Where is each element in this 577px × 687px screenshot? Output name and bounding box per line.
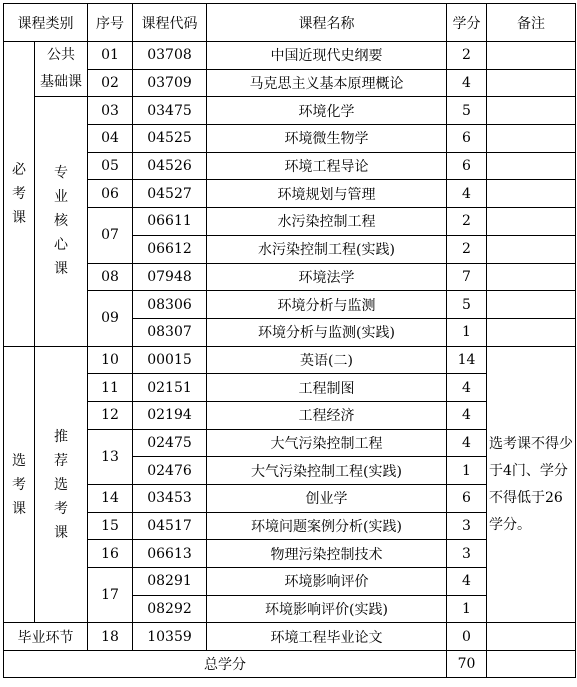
cell-seq: 01	[88, 42, 133, 70]
cell-credit: 2	[447, 208, 487, 236]
cell-credit: 6	[447, 125, 487, 153]
cell-name: 环境问题案例分析(实践)	[207, 512, 447, 540]
cell-code: 02476	[133, 457, 207, 485]
cell-name: 环境规划与管理	[207, 180, 447, 208]
table-row	[4, 42, 576, 70]
cell-seq: 10	[88, 346, 133, 374]
cell-code: 07948	[133, 263, 207, 291]
cell-name: 环境化学	[207, 97, 447, 125]
total-remark-cell	[487, 651, 576, 678]
group-public-basic: 公共 基础课	[35, 42, 88, 97]
cell-code: 02475	[133, 429, 207, 457]
table-row	[4, 263, 576, 291]
cell-remark	[487, 180, 576, 208]
cell-credit: 4	[447, 401, 487, 429]
cell-credit: 4	[447, 374, 487, 402]
cell-name: 工程经济	[207, 401, 447, 429]
cell-credit: 3	[447, 512, 487, 540]
cell-seq: 09	[88, 291, 133, 346]
cell-seq: 17	[88, 568, 133, 623]
cell-name: 环境工程毕业论文	[207, 623, 447, 651]
cell-code: 04526	[133, 152, 207, 180]
cell-code: 04527	[133, 180, 207, 208]
cell-code: 06613	[133, 540, 207, 568]
cell-credit: 2	[447, 235, 487, 263]
cell-remark	[487, 235, 576, 263]
cell-code: 02194	[133, 401, 207, 429]
cell-code: 03708	[133, 42, 207, 70]
cell-remark	[487, 42, 576, 70]
cell-remark	[487, 152, 576, 180]
cell-code: 08291	[133, 568, 207, 596]
cell-code: 08306	[133, 291, 207, 319]
cell-remark	[487, 125, 576, 153]
cell-name: 大气污染控制工程(实践)	[207, 457, 447, 485]
table-row	[4, 180, 576, 208]
header-name: 课程名称	[207, 4, 447, 42]
cell-credit: 1	[447, 595, 487, 623]
cell-credit: 5	[447, 291, 487, 319]
elective-remark: 选考课不得少于4门、学分不得低于26学分。	[487, 346, 576, 623]
total-credit: 70	[447, 651, 487, 678]
cell-credit: 4	[447, 69, 487, 97]
course-plan-table	[3, 3, 576, 678]
cell-credit: 4	[447, 568, 487, 596]
cell-code: 03475	[133, 97, 207, 125]
cell-seq: 15	[88, 512, 133, 540]
cell-remark	[487, 208, 576, 236]
cell-seq: 06	[88, 180, 133, 208]
group-core: 专 业 核 心 课	[35, 97, 88, 346]
cell-name: 环境分析与监测(实践)	[207, 318, 447, 346]
cell-seq: 13	[88, 429, 133, 484]
cell-credit: 7	[447, 263, 487, 291]
cell-seq: 05	[88, 152, 133, 180]
cell-credit: 4	[447, 429, 487, 457]
table-row	[4, 69, 576, 97]
cell-code: 10359	[133, 623, 207, 651]
cell-code: 04525	[133, 125, 207, 153]
cell-seq: 16	[88, 540, 133, 568]
cell-credit: 4	[447, 180, 487, 208]
cell-remark	[487, 97, 576, 125]
cell-remark	[487, 69, 576, 97]
total-label: 总学分	[4, 651, 447, 678]
cell-seq: 03	[88, 97, 133, 125]
cell-seq: 08	[88, 263, 133, 291]
table-row	[4, 208, 576, 236]
group-elective: 选 考 课	[4, 346, 35, 623]
cell-code: 06611	[133, 208, 207, 236]
cell-credit: 6	[447, 485, 487, 513]
group-graduation: 毕业环节	[4, 623, 88, 651]
cell-seq: 04	[88, 125, 133, 153]
cell-name: 水污染控制工程(实践)	[207, 235, 447, 263]
cell-name: 物理污染控制技术	[207, 540, 447, 568]
cell-remark	[487, 263, 576, 291]
cell-credit: 2	[447, 42, 487, 70]
cell-name: 创业学	[207, 485, 447, 513]
cell-name: 环境工程导论	[207, 152, 447, 180]
cell-code: 00015	[133, 346, 207, 374]
cell-code: 08307	[133, 318, 207, 346]
total-row	[4, 651, 576, 678]
table-header-row	[4, 4, 576, 42]
header-credit: 学分	[447, 4, 487, 42]
group-required: 必 考 课	[4, 42, 35, 347]
cell-code: 08292	[133, 595, 207, 623]
cell-seq: 07	[88, 208, 133, 263]
cell-code: 03709	[133, 69, 207, 97]
table-row	[4, 623, 576, 651]
cell-name: 水污染控制工程	[207, 208, 447, 236]
header-category: 课程类别	[4, 4, 88, 42]
cell-credit: 14	[447, 346, 487, 374]
cell-credit: 0	[447, 623, 487, 651]
cell-seq: 11	[88, 374, 133, 402]
cell-name: 环境影响评价(实践)	[207, 595, 447, 623]
cell-name: 大气污染控制工程	[207, 429, 447, 457]
cell-name: 中国近现代史纲要	[207, 42, 447, 70]
header-remark: 备注	[487, 4, 576, 42]
cell-name: 环境微生物学	[207, 125, 447, 153]
header-seq: 序号	[88, 4, 133, 42]
cell-remark	[487, 318, 576, 346]
cell-remark	[487, 291, 576, 319]
cell-name: 英语(二)	[207, 346, 447, 374]
cell-seq: 14	[88, 485, 133, 513]
cell-name: 环境分析与监测	[207, 291, 447, 319]
table-row	[4, 152, 576, 180]
group-recommended: 推 荐 选 考 课	[35, 346, 88, 623]
cell-code: 03453	[133, 485, 207, 513]
table-row	[4, 125, 576, 153]
cell-seq: 12	[88, 401, 133, 429]
table-row	[4, 346, 576, 374]
cell-name: 环境法学	[207, 263, 447, 291]
table-row	[4, 291, 576, 319]
cell-credit: 5	[447, 97, 487, 125]
cell-credit: 6	[447, 152, 487, 180]
header-code: 课程代码	[133, 4, 207, 42]
cell-seq: 02	[88, 69, 133, 97]
cell-code: 02151	[133, 374, 207, 402]
cell-credit: 1	[447, 457, 487, 485]
cell-name: 工程制图	[207, 374, 447, 402]
cell-code: 04517	[133, 512, 207, 540]
cell-remark	[487, 623, 576, 651]
cell-credit: 1	[447, 318, 487, 346]
cell-seq: 18	[88, 623, 133, 651]
cell-code: 06612	[133, 235, 207, 263]
cell-name: 环境影响评价	[207, 568, 447, 596]
cell-credit: 3	[447, 540, 487, 568]
table-row	[4, 97, 576, 125]
cell-name: 马克思主义基本原理概论	[207, 69, 447, 97]
